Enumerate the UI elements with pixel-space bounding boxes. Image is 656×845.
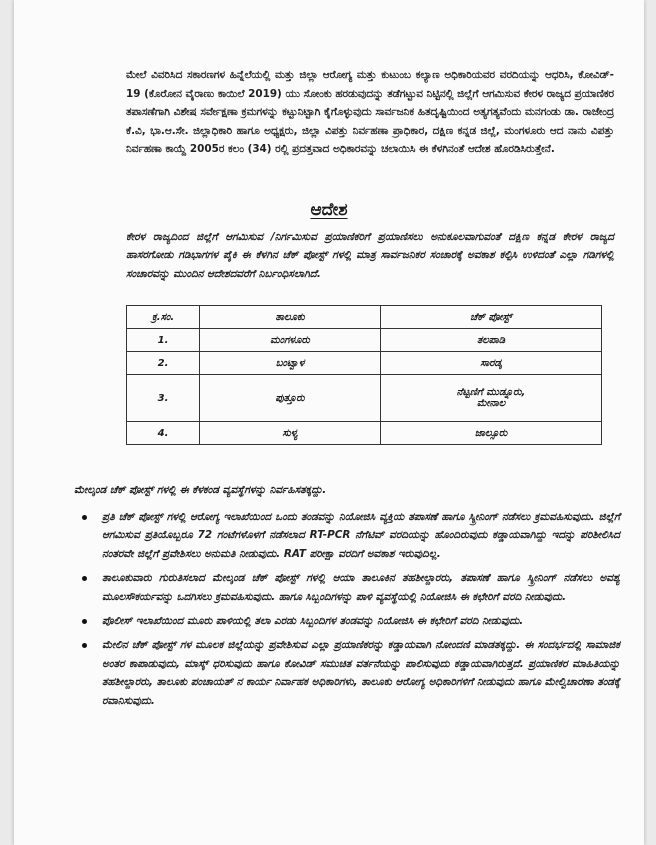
table-row bbox=[127, 352, 602, 375]
check-post-line: ನೆಟ್ಟಣಿಗೆ ಮುಡ್ನೂರು, bbox=[456, 387, 526, 398]
intro-paragraph: ಮೇಲೆ ವಿವರಿಸಿದ ಸಕಾರಣಗಳ ಹಿನ್ನೆಲೆಯಲ್ಲಿ ಮತ್ತು ಜಿಲ್ಲಾ ಆರೋಗ್ಯ ಮತ್ತು ಕುಟುಂಬ ಕಲ್ಯಾಣ ಅಧಿಕಾರಿಯವರ ವರದಿಯನ್ನು ಆಧರಿಸಿ, ಕೋವಿಡ್- 19 (ಕೊರೋನ ವೈರಾಣು ಕಾಯಿಲೆ 2019) ಯು ಸೋಂಕು ಹರಡುವುದನ್ನು ತಡೆಗಟ್ಟುವ ನಿಟ್ಟಿನಲ್ಲಿ ಜಿಲ್ಲೆಗೆ ಆಗಮಿಸುವ ಕೇರಳ ರಾಜ್ಯದ ಪ್ರಯಾಣಿಕರ ತಪಾಸಣೆಗಾಗಿ ವಿಶೇಷ ಸರ್ವೇಕ್ಷಣಾ ಕ್ರಮಗಳನ್ನು ಕಟ್ಟುನಿಟ್ಟಾಗಿ ಕೈಗೊಳ್ಳುವುದು ಸಾರ್ವಜನಿಕ ಹಿತದೃಷ್ಟಿಯಿಂದ ಅತ್ಯಗತ್ಯವೆಂದು ಮನಗಂಡು ಡಾ. ರಾಜೇಂದ್ರ ಕೆ.ವಿ, ಭಾ.ಆ.ಸೇ. ಜಿಲ್ಲಾಧಿಕಾರಿ ಹಾಗೂ ಅಧ್ಯಕ್ಷರು, ಜಿಲ್ಲಾ ವಿಪತ್ತು ನಿರ್ವಹಣಾ ಪ್ರಾಧಿಕಾರ, ದಕ್ಷಿಣ ಕನ್ನಡ ಜಿಲ್ಲೆ, ಮಂಗಳೂರು ಆದ ನಾನು ವಿಪತ್ತು ನಿರ್ವಹಣಾ ಕಾಯ್ದೆ 2005ರ ಕಲಂ (34) ರಲ್ಲಿ ಪ್ರದತ್ತವಾದ ಅಧಿಕಾರವನ್ನು ಚಲಾಯಿಸಿ ಈ ಕೆಳಗಿನಂತೆ ಆದೇಶ ಹೊರಡಿಸಿರುತ್ತೇನೆ. bbox=[126, 69, 614, 156]
check-post-cell: ತಲಪಾಡಿ bbox=[381, 329, 602, 352]
order-heading: ಆದೇಶ bbox=[310, 200, 348, 220]
taluk-cell: ಮಂಗಳೂರು bbox=[200, 329, 381, 352]
list-item-text: ಮೇಲಿನ ಚೆಕ್ ಪೋಸ್ಟ್ ಗಳ ಮೂಲಕ ಜಿಲ್ಲೆಯನ್ನು ಪ್ರವೇಶಿಸುವ ಎಲ್ಲಾ ಪ್ರಯಾಣಿಕರನ್ನು ಕಡ್ಡಾಯವಾಗಿ ನೋಂದಣಿ ಮಾಡತಕ್ಕದ್ದು. ಈ ಸಂದರ್ಭದಲ್ಲಿ ಸಾಮಾಜಿಕ ಅಂತರ ಕಾಪಾಡುವುದು, ಮಾಸ್ಕ್ ಧರಿಸುವುದು ಹಾಗೂ ಕೋವಿಡ್ ಸಮುಚಿತ ವರ್ತನೆಯನ್ನು ಪಾಲಿಸುವುದು ಕಡ್ಡಾಯವಾಗಿರುತ್ತದೆ. ಪ್ರಯಾಣಿಕರ ಮಾಹಿತಿಯನ್ನು ತಹಶೀಲ್ದಾರರು, ತಾಲೂಕು ಪಂಚಾಯತ್ ನ ಕಾರ್ಯ ನಿರ್ವಾಹಕ ಅಧಿಕಾರಿಗಳು, ತಾಲೂಕು ಆರೋಗ್ಯ ಅಧಿಕಾರಿಗಳಿಗೆ ನೀಡುವುದು ಹಾಗೂ ಮೇಲ್ವಿಚಾರಣಾ ತಂಡಕ್ಕೆ ರವಾನಿಸುವುದು. bbox=[102, 639, 620, 707]
list-item bbox=[74, 508, 620, 563]
taluk-cell: ಸುಳ್ಯ bbox=[200, 422, 381, 445]
check-post-cell: ಜಾಲ್ಸೂರು bbox=[381, 422, 602, 445]
bullet-icon bbox=[82, 515, 87, 520]
header-check-post: ಚೆಕ್ ಪೋಸ್ಟ್ bbox=[381, 306, 602, 329]
header-serial: ಕ್ರ.ಸಂ. bbox=[127, 306, 200, 329]
header-taluk: ತಾಲೂಕು bbox=[200, 306, 381, 329]
table-row bbox=[127, 375, 602, 422]
check-post-line: ಮೇನಾಲ bbox=[476, 398, 506, 409]
table-row bbox=[127, 329, 602, 352]
list-item-text: ತಾಲೂಕುವಾರು ಗುರುತಿಸಲಾದ ಮೇಲ್ಕಂಡ ಚೆಕ್ ಪೋಸ್ಟ್ ಗಳಲ್ಲಿ ಆಯಾ ತಾಲೂಕಿನ ತಹಶೀಲ್ದಾರರು, ತಪಾಸಣೆ ಹಾಗೂ ಸ್ಕ್ರೀನಿಂಗ್ ನಡೆಸಲು ಅವಶ್ಯ ಮೂಲಸೌಕರ್ಯವನ್ನು ಒದಗಿಸಲು ಕ್ರಮವಹಿಸುವುದು. ಹಾಗೂ ಸಿಬ್ಬಂದಿಗಳನ್ನು ಪಾಳಿ ವ್ಯವಸ್ಥೆಯಲ್ಲಿ ನಿಯೋಜಿಸಿ ಈ ಕಛೇರಿಗೆ ವರದಿ ನೀಡುವುದು. bbox=[102, 572, 620, 603]
serial-cell: 3. bbox=[127, 375, 200, 422]
table-header-row bbox=[127, 306, 602, 329]
check-post-cell: ಸಾರಡ್ಕ bbox=[381, 352, 602, 375]
bullet-icon bbox=[82, 643, 87, 648]
order-intro: ಕೇರಳ ರಾಜ್ಯದಿಂದ ಜಿಲ್ಲೆಗೆ ಆಗಮಿಸುವ /ನಿರ್ಗಮಿಸುವ ಪ್ರಯಾಣಿಕರಿಗೆ ಪ್ರಯಾಣಿಸಲು ಅನುಕೂಲವಾಗುವಂತೆ ದಕ್ಷಿಣ ಕನ್ನಡ ಕೇರಳ ರಾಜ್ಯದ ಹಾಸರಗೋಡು ಗಡಿಭಾಗಗಳ ಪೈಕಿ ಈ ಕೆಳಗಿನ ಚೆಕ್ ಪೋಸ್ಟ್ ಗಳಲ್ಲಿ ಮಾತ್ರ ಸಾರ್ವಜನಿಕರ ಸಂಚಾರಕ್ಕೆ ಅವಕಾಶ ಕಲ್ಪಿಸಿ ಉಳಿದಂತೆ ಎಲ್ಲಾ ಗಡಿಗಳಲ್ಲಿ ಸಂಚಾರವನ್ನು ಮುಂದಿನ ಆದೇಶದವರೆಗೆ ನಿರ್ಬಂಧಿಸಲಾಗಿದೆ. bbox=[126, 231, 614, 280]
list-item-text: ಪೊಲೀಸ್ ಇಲಾಖೆಯಿಂದ ಮೂರು ಪಾಳಿಯಲ್ಲಿ ತಲಾ ಎರಡು ಸಿಬ್ಬಂದಿಗಳ ತಂಡವನ್ನು ನಿಯೋಜಿಸಿ ಈ ಕಛೇರಿಗೆ ವರದಿ ನೀಡುವುದು. bbox=[102, 615, 524, 628]
check-post-table bbox=[126, 305, 602, 445]
check-post-cell bbox=[381, 375, 602, 422]
list-item-text: ಪ್ರತಿ ಚೆಕ್ ಪೋಸ್ಟ್ ಗಳಲ್ಲಿ ಆರೋಗ್ಯ ಇಲಾಖೆಯಿಂದ ಒಂದು ತಂಡವನ್ನು ನಿಯೋಜಿಸಿ ವ್ಯಕ್ತಿಯ ತಪಾಸಣೆ ಹಾಗೂ ಸ್ಕ್ರೀನಿಂಗ್ ನಡೆಸಲು ಕ್ರಮವಹಿಸುವುದು. ಜಿಲ್ಲೆಗೆ ಆಗಮಿಸುವ ಪ್ರತಿಯೊಬ್ಬರೂ 72 ಗಂಟೆಗಳೊಳಗೆ ನಡೆಸಲಾದ RT-PCR ನೆಗೆಟಿವ್ ವರದಿಯನ್ನು ಹೊಂದಿರುವುದು ಕಡ್ಡಾಯವಾಗಿದ್ದು ಇದನ್ನು ಪರಿಶೀಲಿಸಿದ ನಂತರವೇ ಜಿಲ್ಲೆಗೆ ಪ್ರವೇಶಿಸಲು ಅನುಮತಿ ನೀಡುವುದು. RAT ಪರೀಕ್ಷಾ ವರದಿಗೆ ಅವಕಾಶ ಇರುವುದಿಲ್ಲ. bbox=[102, 511, 620, 560]
arrangements-heading: ಮೇಲ್ಕಂಡ ಚೆಕ್ ಪೋಸ್ಟ್ ಗಳಲ್ಲಿ ಈ ಕೆಳಕಂಡ ವ್ಯವಸ್ಥೆಗಳನ್ನು ನಿರ್ವಹಿಸತಕ್ಕದ್ದು. bbox=[74, 484, 327, 496]
taluk-cell: ಪುತ್ತೂರು bbox=[200, 375, 381, 422]
table-row bbox=[127, 422, 602, 445]
list-item bbox=[74, 612, 620, 630]
bullet-icon bbox=[82, 576, 87, 581]
serial-cell: 4. bbox=[127, 422, 200, 445]
bullet-icon bbox=[82, 619, 87, 624]
list-item bbox=[74, 569, 620, 606]
serial-cell: 1. bbox=[127, 329, 200, 352]
taluk-cell: ಬಂಟ್ವಾಳ bbox=[200, 352, 381, 375]
list-item bbox=[74, 636, 620, 710]
arrangements-list bbox=[74, 508, 620, 716]
document-page bbox=[14, 0, 644, 845]
serial-cell: 2. bbox=[127, 352, 200, 375]
